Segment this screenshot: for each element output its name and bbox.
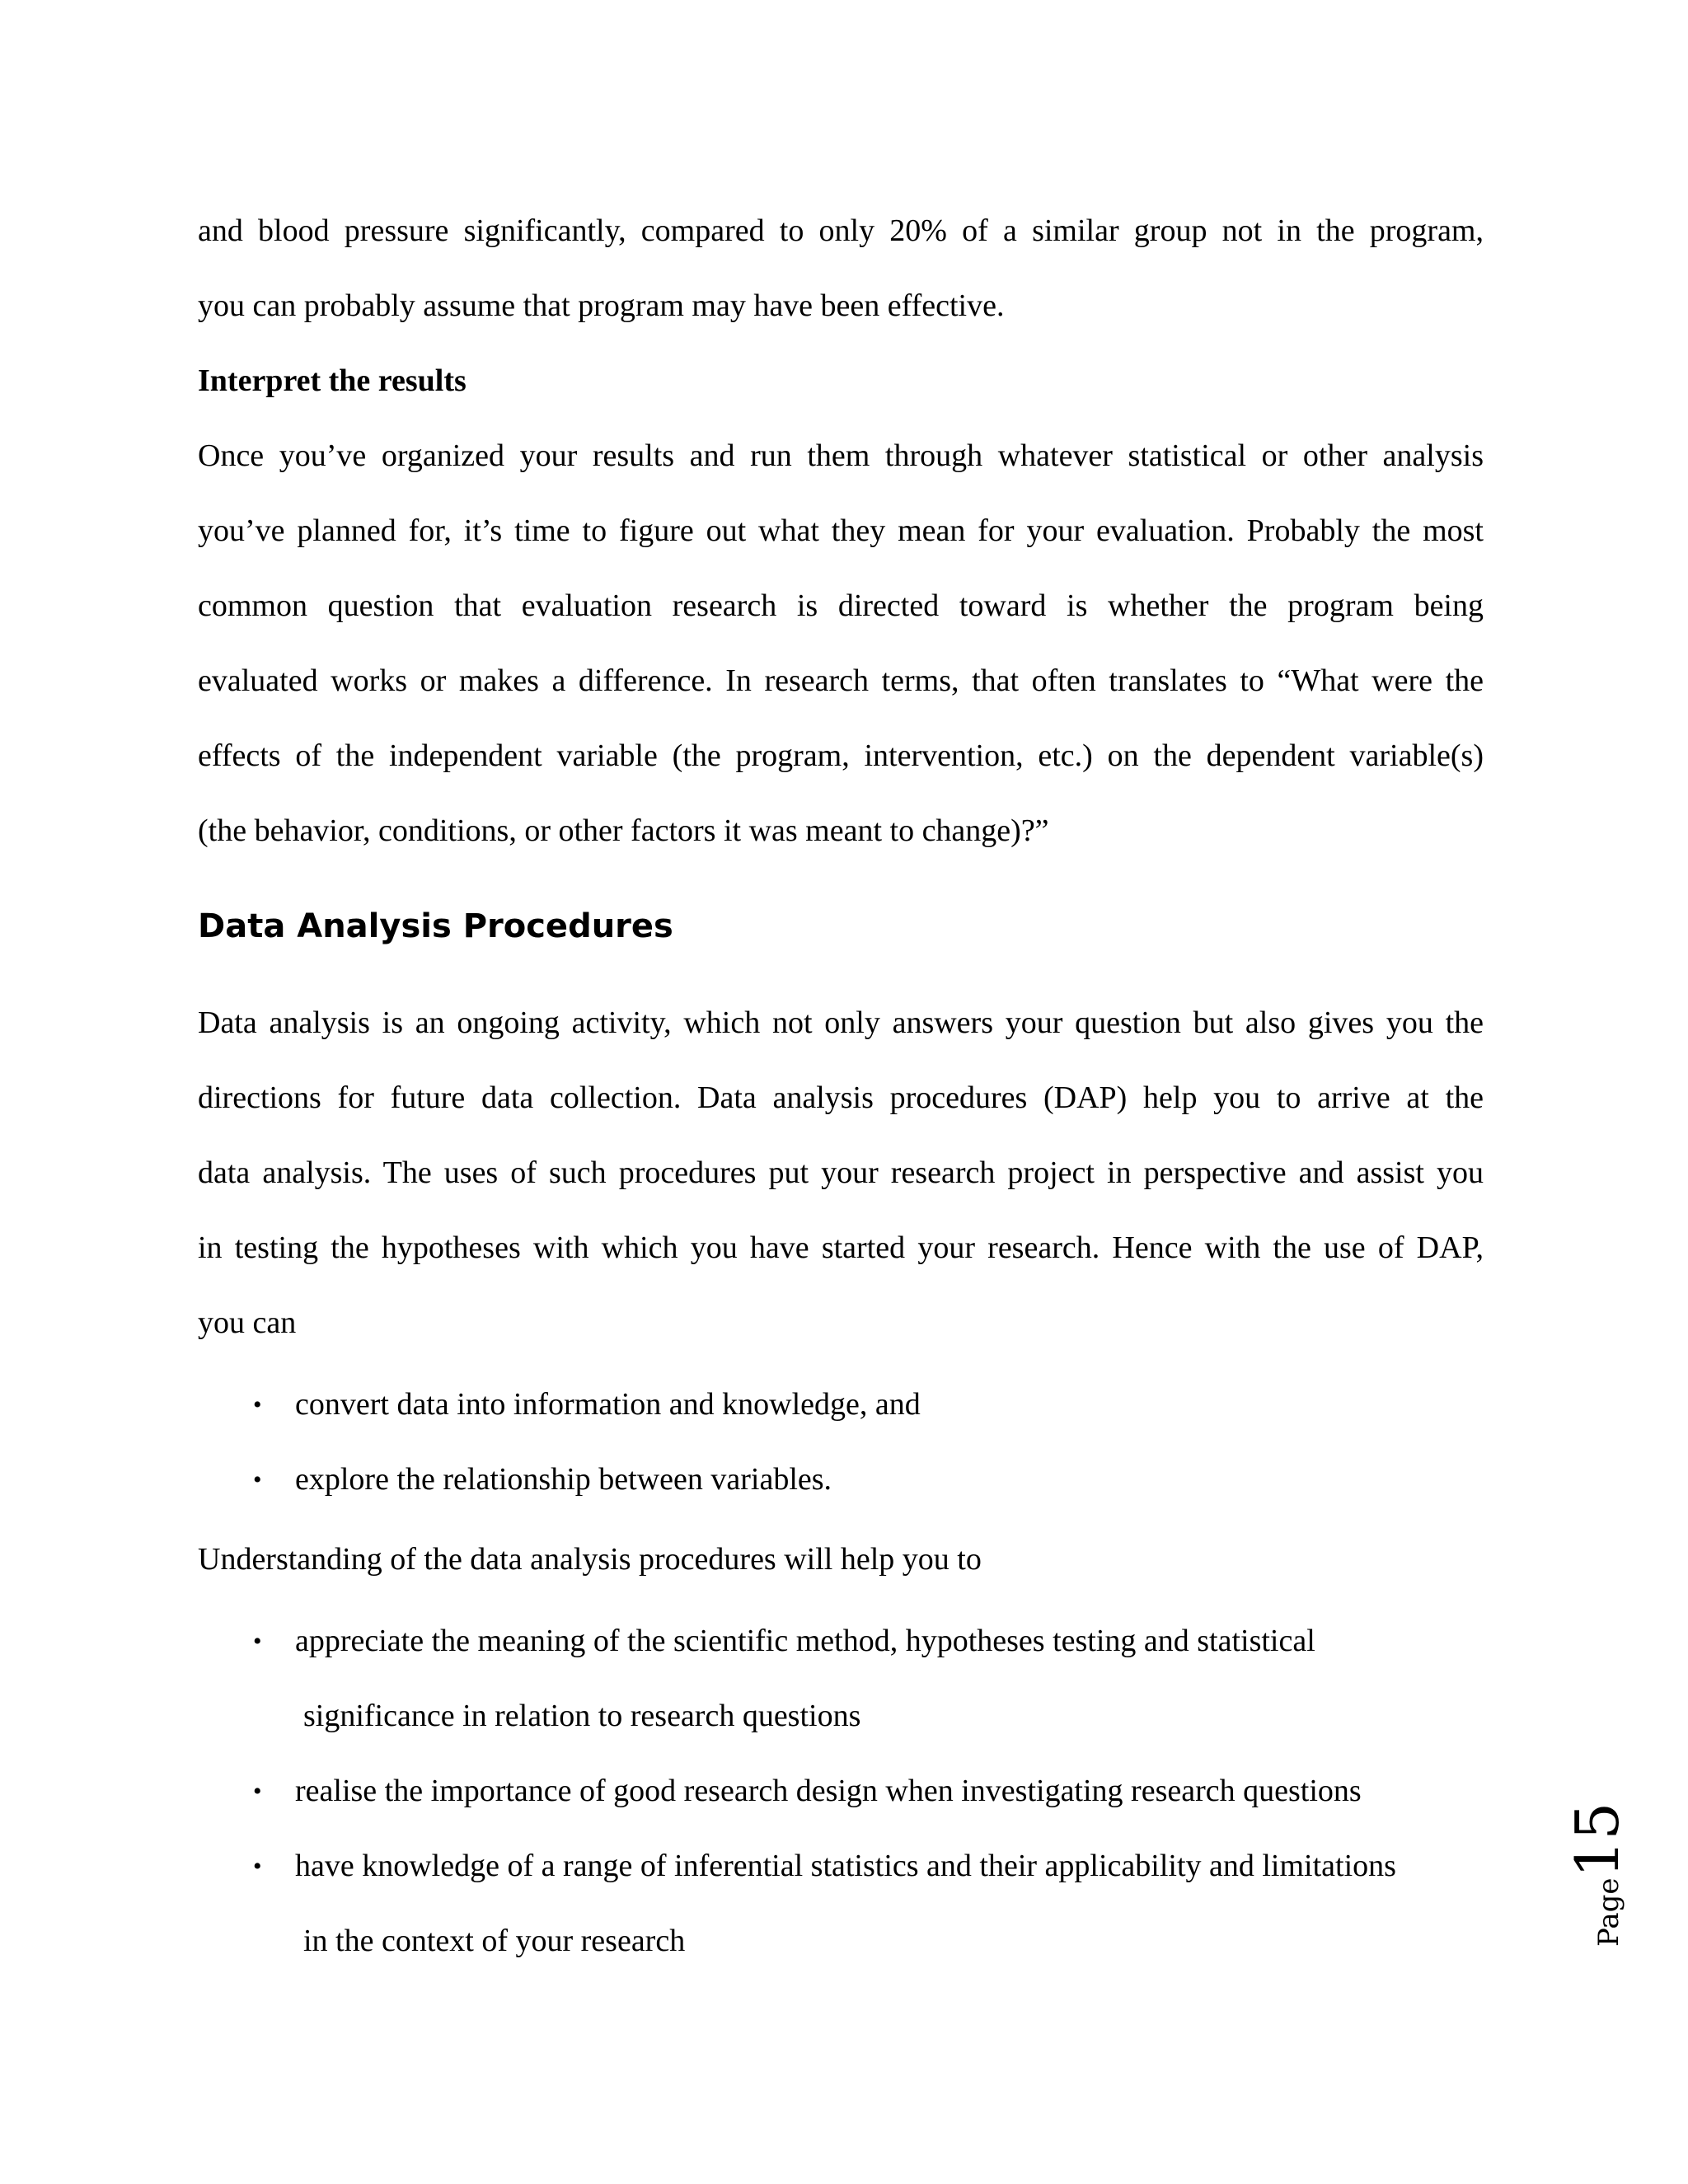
bullet-list-2: [198, 1604, 1484, 1979]
bullet-icon: •: [253, 1778, 262, 1805]
list-item: [198, 1604, 1484, 1754]
section-title: Data Analysis Procedures: [198, 907, 673, 945]
bullet-icon: •: [253, 1853, 262, 1880]
paragraph-line: evaluated works or makes a difference. In research terms, that often translates to “What were the: [198, 663, 1484, 698]
paragraph-line: effects of the independent variable (the program, intervention, etc.) on the dependent variable(s): [198, 738, 1484, 773]
list-item-continuation: significance in relation to research questions: [303, 1699, 861, 1733]
subheading-interpret-results: Interpret the results: [198, 363, 467, 398]
list-item-text: convert data into information and knowledge, and: [295, 1387, 921, 1422]
paragraph-line: common question that evaluation research is directed toward is whether the program being: [198, 588, 1484, 623]
bullet-list-1: [198, 1367, 1484, 1517]
list-item-text: realise the importance of good research design when investigating research questions: [295, 1774, 1362, 1808]
page-number: [1540, 1802, 1639, 1947]
paragraph-line: you can probably assume that program may have been effective.: [198, 288, 1005, 323]
page-number-value: 15: [1563, 1802, 1632, 1878]
paragraph-line: in testing the hypotheses with which you have started your research. Hence with the use of DAP,: [198, 1230, 1484, 1265]
paragraph-line: Understanding of the data analysis procedures will help you to: [198, 1542, 982, 1577]
bullet-icon: •: [253, 1391, 262, 1418]
paragraph-line: Data analysis is an ongoing activity, which not only answers your question but also gives you the: [198, 1005, 1484, 1040]
bullet-icon: •: [253, 1466, 262, 1493]
list-item: [198, 1754, 1484, 1829]
paragraph-2: [198, 419, 1484, 869]
paragraph-line: directions for future data collection. Data analysis procedures (DAP) help you to arrive at the: [198, 1080, 1484, 1115]
paragraph-line: Once you’ve organized your results and run them through whatever statistical or other analysis: [198, 438, 1484, 473]
paragraph-line: and blood pressure significantly, compared to only 20% of a similar group not in the program,: [198, 213, 1484, 248]
list-item: [198, 1367, 1484, 1442]
list-item-text: have knowledge of a range of inferential statistics and their applicability and limitations: [295, 1849, 1396, 1883]
list-item-text: appreciate the meaning of the scientific method, hypotheses testing and statistical: [295, 1624, 1315, 1658]
list-item: [198, 1442, 1484, 1517]
list-item: [198, 1829, 1484, 1979]
page-word: Page: [1592, 1877, 1625, 1947]
paragraph-3: [198, 986, 1484, 1361]
bullet-icon: •: [253, 1628, 262, 1655]
paragraph-line: data analysis. The uses of such procedures put your research project in perspective and assist you: [198, 1155, 1484, 1190]
paragraph-4: [198, 1522, 1484, 1597]
paragraph-1: [198, 194, 1484, 344]
list-item-text: explore the relationship between variables.: [295, 1462, 832, 1497]
paragraph-line: you’ve planned for, it’s time to figure out what they mean for your evaluation. Probably the most: [198, 513, 1484, 548]
list-item-continuation: in the context of your research: [303, 1924, 686, 1958]
page-number-rotated: [1563, 1802, 1632, 1947]
paragraph-line: you can: [198, 1305, 297, 1340]
document-body: [198, 194, 1484, 1984]
paragraph-line: (the behavior, conditions, or other factors it was meant to change)?”: [198, 813, 1049, 848]
